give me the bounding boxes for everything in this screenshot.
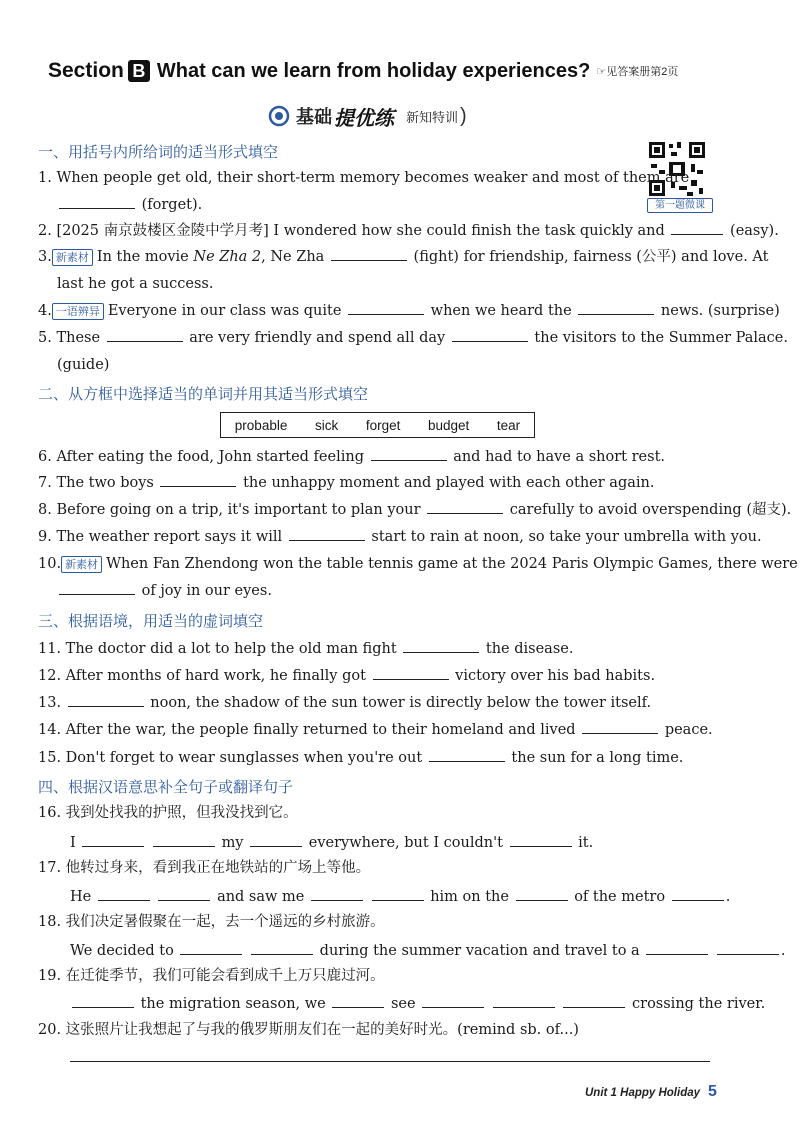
question-11: 11. The doctor did a lot to help the old man fight the disease.	[38, 641, 574, 657]
question-12: 12. After months of hard work, he finally got victory over his bad habits.	[38, 668, 656, 684]
answer-blank[interactable]	[372, 888, 424, 901]
answer-blank[interactable]	[373, 667, 449, 680]
answer-blank[interactable]	[422, 995, 484, 1008]
answer-line[interactable]	[70, 1061, 710, 1062]
section-header	[48, 54, 758, 88]
question-15: 15. Don't forget to wear sunglasses when you're out the sun for a long time.	[38, 750, 684, 766]
question-5: 5. These are very friendly and spend all day the visitors to the Summer Palace.	[38, 330, 788, 346]
answer-blank[interactable]	[671, 222, 723, 235]
answer-note: ☞见答案册第2页	[596, 66, 679, 78]
page-footer	[585, 1083, 717, 1101]
question-14: 14. After the war, the people finally returned to their homeland and lived peace.	[38, 722, 713, 738]
question-17: 17. 他转过身来，看到我正在地铁站的广场上等他。	[38, 860, 371, 876]
question-3: 3. 新素材 In the movie Ne Zha 2, Ne Zha (fight) for friendship, fairness (公平) and love. At	[38, 249, 769, 265]
section-heading-2: 二、从方框中选择适当的单词并用其适当形式填空	[38, 385, 369, 403]
answer-blank[interactable]	[582, 721, 658, 734]
section-heading-1: 一、用括号内所给词的适当形式填空	[38, 143, 279, 161]
answer-blank[interactable]	[98, 888, 150, 901]
question-20: 20. 这张照片让我想起了与我的俄罗斯朋友们在一起的美好时光。(remind sb. of...)	[38, 1022, 579, 1038]
question-17-answer: He and saw me him on the of the metro .	[70, 889, 731, 905]
answer-blank[interactable]	[311, 888, 363, 901]
answer-blank[interactable]	[646, 942, 708, 955]
answer-blank[interactable]	[160, 474, 236, 487]
answer-blank[interactable]	[403, 640, 479, 653]
word-box	[220, 412, 535, 438]
new-material-tag: 新素材	[61, 556, 102, 573]
question-18: 18. 我们决定暑假聚在一起，去一个遥远的乡村旅游。	[38, 914, 385, 930]
answer-blank[interactable]	[331, 248, 407, 261]
word-box-item: tear	[496, 417, 521, 433]
distinguish-tag: 一语辨异	[52, 303, 104, 320]
section-letter-badge: B	[128, 60, 150, 82]
answer-blank[interactable]	[452, 329, 528, 342]
answer-blank[interactable]	[289, 528, 365, 541]
banner-practice: 提优练	[334, 107, 394, 130]
answer-blank[interactable]	[348, 302, 424, 315]
question-1: 1. When people get old, their short-term memory becomes weaker and most of them are	[38, 170, 690, 186]
section-title: What can we learn from holiday experiences?	[156, 59, 591, 82]
question-18-answer: We decided to during the summer vacation and travel to a .	[70, 943, 786, 959]
banner-bracket: )	[460, 104, 467, 127]
answer-blank[interactable]	[427, 501, 503, 514]
answer-blank[interactable]	[717, 942, 779, 955]
answer-blank[interactable]	[68, 694, 144, 707]
answer-blank[interactable]	[251, 942, 313, 955]
hand-pointer-icon: ☞	[596, 66, 607, 78]
answer-blank[interactable]	[510, 834, 572, 847]
question-6: 6. After eating the food, John started feeling and had to have a short rest.	[38, 449, 666, 465]
word-box-item: budget	[427, 417, 470, 433]
question-13: 13. noon, the shadow of the sun tower is directly below the tower itself.	[38, 695, 652, 711]
banner-basic: 基础	[296, 107, 332, 127]
question-19: 19. 在迁徙季节，我们可能会看到成千上万只鹿过河。	[38, 968, 385, 984]
answer-blank[interactable]	[563, 995, 625, 1008]
answer-blank[interactable]	[672, 888, 724, 901]
qr-caption: 第一题微课	[647, 198, 713, 213]
new-material-tag: 新素材	[52, 249, 93, 266]
answer-blank[interactable]	[82, 834, 144, 847]
word-box-item: probable	[234, 417, 288, 433]
word-box-item: forget	[365, 417, 401, 433]
question-1-cont: (forget).	[57, 196, 202, 214]
question-2: 2. [2025 南京鼓楼区金陵中学月考] I wondered how she could finish the task quickly and (easy).	[38, 223, 779, 239]
question-9: 9. The weather report says it will start to rain at noon, so take your umbrella with you.	[38, 529, 762, 545]
question-16-answer: I my everywhere, but I couldn't it.	[70, 835, 594, 851]
question-3-cont: last he got a success.	[57, 276, 214, 292]
question-19-answer: the migration season, we see crossing the river.	[70, 995, 765, 1013]
answer-blank[interactable]	[578, 302, 654, 315]
section-heading-4: 四、根据汉语意思补全句子或翻译句子	[38, 778, 294, 796]
section-word: Section	[48, 59, 124, 82]
answer-blank[interactable]	[72, 995, 134, 1008]
unit-label: Unit 1 Happy Holiday	[585, 1087, 701, 1099]
section-heading-3: 三、根据语境，用适当的虚词填空	[38, 612, 264, 630]
question-10: 10. 新素材 When Fan Zhendong won the table tennis game at the 2024 Paris Olympic Games, there were	[38, 556, 798, 572]
answer-blank[interactable]	[59, 582, 135, 595]
banner-subtitle: 新知特训	[406, 109, 459, 125]
answer-blank[interactable]	[180, 942, 242, 955]
answer-blank[interactable]	[516, 888, 568, 901]
answer-blank[interactable]	[371, 448, 447, 461]
word-box-item: sick	[314, 417, 339, 433]
answer-blank[interactable]	[493, 995, 555, 1008]
question-16: 16. 我到处找我的护照，但我没找到它。	[38, 805, 298, 821]
swirl-logo-icon	[268, 105, 290, 127]
answer-blank[interactable]	[107, 329, 183, 342]
question-10-cont: of joy in our eyes.	[57, 582, 272, 600]
question-8: 8. Before going on a trip, it's important to plan your carefully to avoid overspending (超支).	[38, 502, 792, 518]
answer-blank[interactable]	[429, 749, 505, 762]
answer-blank[interactable]	[59, 196, 135, 209]
answer-blank[interactable]	[153, 834, 215, 847]
page-number: 5	[708, 1083, 717, 1100]
question-7: 7. The two boys the unhappy moment and played with each other again.	[38, 475, 655, 491]
answer-blank[interactable]	[158, 888, 210, 901]
answer-blank[interactable]	[250, 834, 302, 847]
answer-blank[interactable]	[332, 995, 384, 1008]
question-5-cont: (guide)	[57, 357, 110, 373]
question-4: 4. 一语辨异 Everyone in our class was quite when we heard the news. (surprise)	[38, 303, 780, 319]
practice-banner	[268, 102, 467, 130]
